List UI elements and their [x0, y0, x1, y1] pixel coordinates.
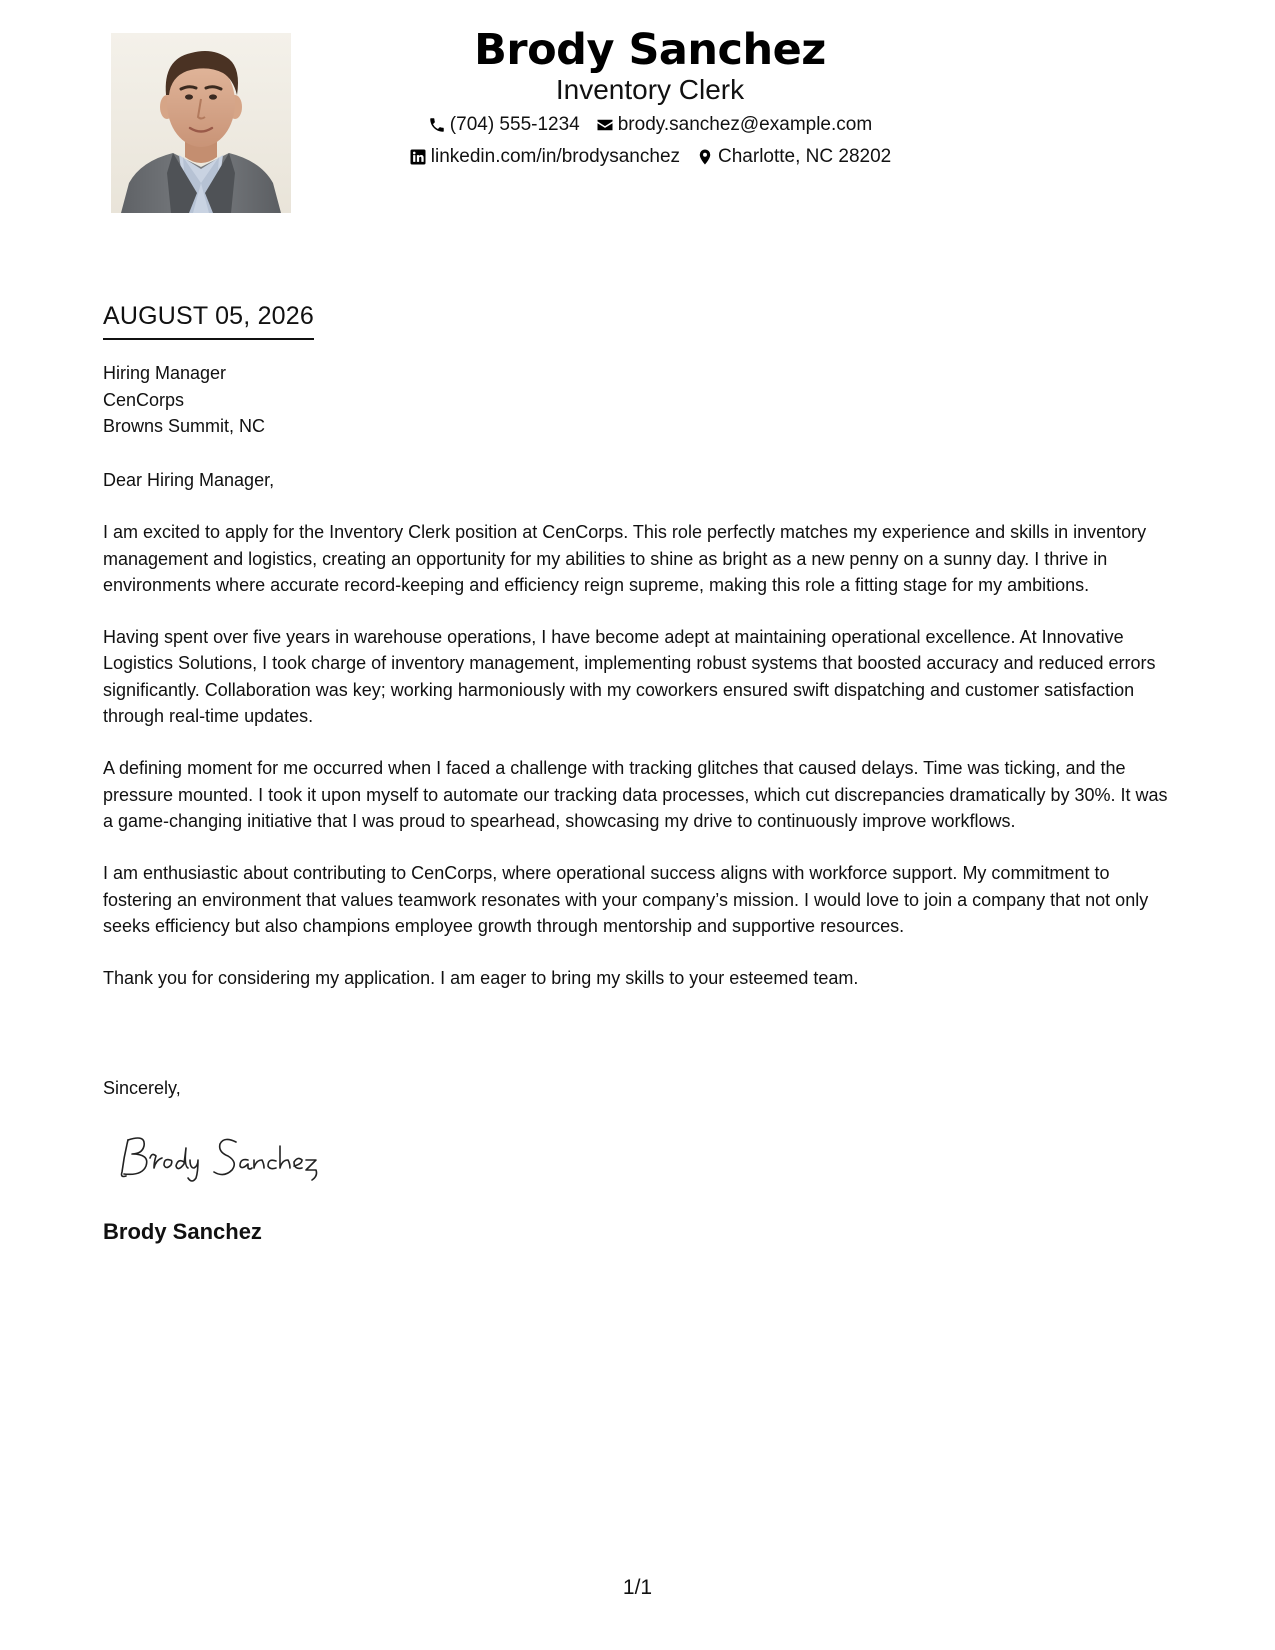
- closing: Sincerely,: [103, 1078, 181, 1098]
- letter-date: AUGUST 05, 2026: [103, 300, 314, 340]
- contact-row-1: [320, 113, 980, 137]
- envelope-icon: [596, 116, 614, 134]
- contact-linkedin[interactable]: [409, 145, 680, 169]
- location-text: Charlotte, NC 28202: [718, 146, 892, 167]
- recipient-company: CenCorps: [103, 389, 185, 410]
- paragraph-4: I am enthusiastic about contributing to CenCorps, where operational success aligns with workforce support. My commitment to fostering an environment that values teamwork resonates with your company’s mission. I would love to join a company that not only seeks efficiency but also champions employee growth through mentorship and supportive resources.: [103, 863, 1149, 936]
- linkedin-icon: [409, 148, 427, 166]
- job-title: Inventory Clerk: [555, 74, 745, 105]
- phone-number: (704) 555-1234: [449, 114, 580, 135]
- recipient-block: [103, 360, 265, 440]
- letter-body: [103, 467, 1175, 1017]
- profile-photo: [111, 33, 291, 213]
- applicant-name: Brody Sanchez: [474, 25, 826, 75]
- recipient-title: Hiring Manager: [103, 363, 227, 383]
- paragraph-2: Having spent over five years in warehouse operations, I have become adept at maintaining operational excellence. At Innovative Logistics Solutions, I took charge of inventory management, implementing robust systems that boosted accuracy and reduced errors significantly. Collaboration was key; working harmoniously with my coworkers ensured swift dispatching and customer satisfaction through real-time updates.: [103, 627, 1156, 727]
- page-indicator: 1/1: [622, 1576, 653, 1599]
- contact-location: [696, 145, 891, 169]
- contact-row-2: [320, 145, 980, 169]
- header: [320, 22, 980, 169]
- recipient-location: Browns Summit, NC: [103, 416, 266, 436]
- email-address: brody.sanchez@example.com: [617, 114, 873, 135]
- paragraph-1: I am excited to apply for the Inventory Clerk position at CenCorps. This role perfectly matches my experience and skills in inventory management and logistics, creating an opportunity for my abilities to shine as bright as a new penny on a sunny day. I thrive in environments where accurate record-keeping and efficiency reign supreme, making this role a fitting stage for my ambitions.: [103, 522, 1147, 595]
- paragraph-3: A defining moment for me occurred when I faced a challenge with tracking glitches that caused delays. Time was ticking, and the pressure mounted. I took it upon myself to automate our tracking data processes, which cut discrepancies dramatically by 30%. It was a game-changing initiative that I was proud to spearhead, showcasing my drive to continuously improve workflows.: [103, 758, 1168, 831]
- salutation: Dear Hiring Manager,: [103, 470, 275, 490]
- contact-phone[interactable]: [428, 113, 580, 137]
- contact-email[interactable]: [596, 113, 872, 137]
- linkedin-url: linkedin.com/in/brodysanchez: [430, 146, 681, 167]
- phone-icon: [428, 116, 446, 134]
- paragraph-5: Thank you for considering my application. I am eager to bring my skills to your esteemed team.: [103, 968, 859, 989]
- signer-name: Brody Sanchez: [103, 1219, 262, 1244]
- map-marker-icon: [696, 148, 714, 166]
- signature-image: [118, 1128, 358, 1184]
